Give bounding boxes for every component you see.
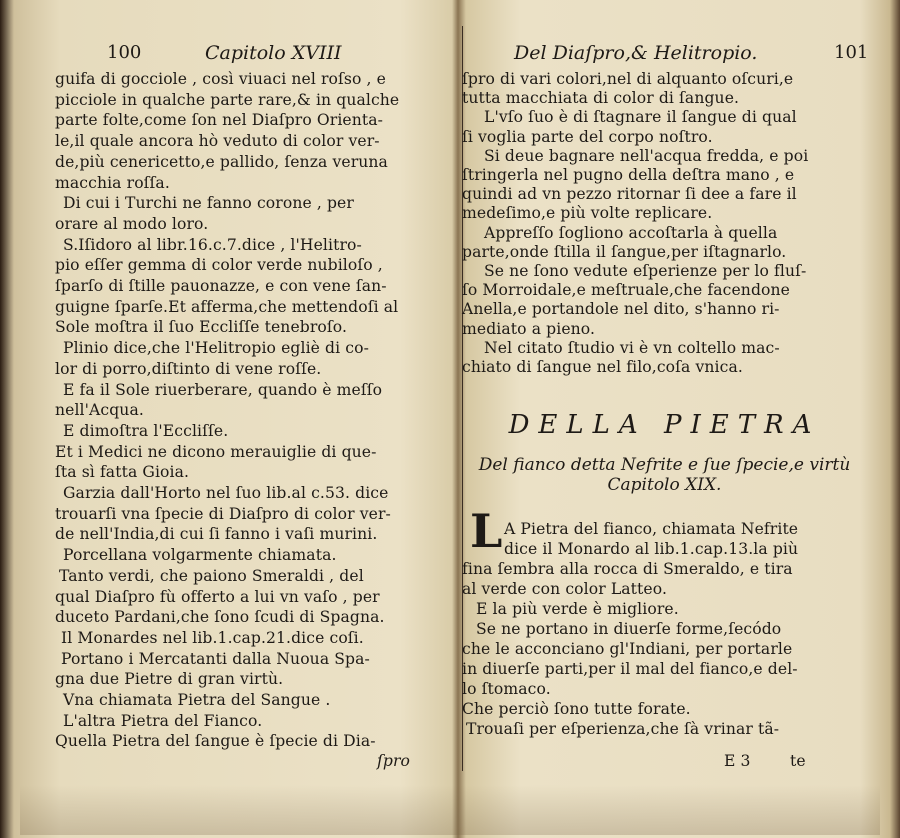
left-text-line: le,il quale ancora hò veduto di color ver- bbox=[55, 132, 380, 151]
left-text-line: ſta sì fatta Gioia. bbox=[55, 463, 190, 482]
left-text-line: Plinio dice,che l'Helitropio egliè di co- bbox=[63, 339, 369, 358]
right-top-text-line: Anella,e portandole nel dito, s'hanno ri- bbox=[462, 300, 780, 319]
right-top-text-line: L'vſo ſuo è di ſtagnare il ſangue di qual bbox=[484, 108, 797, 127]
left-text-line: ſparſo di ſtille pauonazze, e con vene ſan- bbox=[55, 277, 387, 295]
left-text-line: picciole in qualche parte rare,& in qualche bbox=[55, 90, 400, 109]
right-top-text-line: ſtringerla nel pugno della deſtra mano , e bbox=[462, 166, 795, 184]
left-text-line: qual Diaſpro fù offerto a lui vn vaſo , per bbox=[55, 587, 380, 606]
left-text-line: Sole moſtra il ſuo Eccliſſe tenebroſo. bbox=[55, 318, 348, 337]
right-page-number: 101 bbox=[834, 42, 869, 63]
right-bottom-text-line: che le acconciano gl'Indiani, per portarle bbox=[462, 640, 793, 658]
right-running-title: Del Diaſpro,& Helitropio. bbox=[514, 42, 758, 64]
right-running-head bbox=[462, 42, 867, 66]
right-top-text-line: mediato a pieno. bbox=[462, 319, 596, 338]
right-bottom-text-line: A Pietra del fianco, chiamata Nefrite bbox=[504, 520, 799, 538]
right-top-text-line: chiato di ſangue nel filo,coſa vnica. bbox=[462, 358, 743, 376]
left-text-line: L'altra Pietra del Fianco. bbox=[63, 711, 263, 730]
right-top-text-line: Se ne ſono vedute eſperienze per lo fluſ- bbox=[484, 262, 807, 280]
left-text-line: Garzia dall'Horto nel ſuo lib.al c.53. dice bbox=[63, 484, 389, 502]
left-text-line: Portano i Mercatanti dalla Nuoua Spa- bbox=[61, 649, 370, 668]
left-chapter-title: Capitolo XVIII bbox=[205, 42, 342, 64]
right-top-text-line: parte,onde ſtilla il ſangue,per iſtagnarlo. bbox=[462, 242, 787, 261]
right-top-text-line: medeſimo,e più volte replicare. bbox=[462, 204, 713, 223]
left-text-line: E dimoſtra l'Eccliſſe. bbox=[63, 421, 229, 440]
right-top-text-line: ſpro di vari colori,nel di alquanto oſcuri,e bbox=[462, 70, 794, 88]
left-text-line: parte folte,come ſon nel Diaſpro Orienta- bbox=[55, 111, 384, 130]
right-bottom-text-line: lo ſtomaco. bbox=[462, 680, 551, 698]
right-bottom-text-line: Che perciò ſono tutte forate. bbox=[462, 700, 691, 718]
chapter-label: Capitolo XIX. bbox=[607, 475, 722, 495]
left-catchword: ſpro bbox=[377, 752, 410, 770]
left-text-line: E fa il Sole riuerberare, quando è meſſo bbox=[63, 380, 383, 399]
right-top-text-line: quindi ad vn pezzo ritornar ſi dee a fare il bbox=[462, 185, 797, 204]
section-subtitle: Del fianco detta Nefrite e ſue ſpecie,e virtù bbox=[478, 455, 851, 475]
left-text-line: macchia roſſa. bbox=[55, 173, 170, 192]
right-top-text-line: Si deue bagnare nell'acqua fredda, e poi bbox=[484, 146, 809, 165]
right-top-text-line: ſi voglia parte del corpo noſtro. bbox=[462, 127, 713, 146]
left-text-line: S.Iſidoro al libr.16.c.7.dice , l'Helitro- bbox=[63, 235, 362, 254]
left-text-line: gna due Pietre di gran virtù. bbox=[55, 670, 284, 689]
signature-mark: E 3 bbox=[724, 752, 751, 770]
drop-cap: L bbox=[470, 504, 503, 558]
left-page-number: 100 bbox=[107, 42, 142, 63]
right-bottom-text-line: in diuerſe parti,per il mal del fianco,e del- bbox=[462, 660, 798, 678]
left-text-line: nell'Acqua. bbox=[55, 401, 144, 420]
left-text-line: Et i Medici ne dicono merauiglie di que- bbox=[55, 442, 377, 461]
left-text-line: lor di porro,diſtinto di vene roſſe. bbox=[55, 359, 322, 378]
right-bottom-text-line: al verde con color Latteo. bbox=[462, 580, 668, 598]
right-top-text-line: tutta macchiata di color di ſangue. bbox=[462, 89, 740, 108]
right-top-text-line: ſo Morroidale,e meſtruale,che facendone bbox=[462, 281, 790, 300]
left-text-line: orare al modo loro. bbox=[55, 214, 209, 233]
left-text-line: duceto Pardani,che ſono ſcudi di Spagna. bbox=[55, 608, 385, 627]
right-catchword: te bbox=[790, 752, 806, 770]
page-shadow bbox=[20, 785, 880, 835]
right-bottom-text-line: Se ne portano in diuerſe forme,ſecódo bbox=[476, 620, 782, 638]
right-bottom-text-line: dice il Monardo al lib.1.cap.13.la più bbox=[504, 540, 799, 558]
right-bottom-text-line: E la più verde è migliore. bbox=[476, 600, 679, 618]
left-text-line: Vna chiamata Pietra del Sangue . bbox=[63, 691, 331, 709]
left-text-line: guigne ſparſe.Et afferma,che mettendoſi al bbox=[55, 297, 399, 316]
left-text-line: de,più cenericetto,e pallido, ſenza veruna bbox=[55, 152, 388, 171]
left-text-line: de nell'India,di cui ſi fanno i vaſi murini. bbox=[55, 525, 378, 544]
right-bottom-text-line: fina ſembra alla rocca di Smeraldo, e tira bbox=[462, 560, 793, 578]
right-top-text-line: Nel citato ſtudio vi è vn coltello mac- bbox=[484, 338, 780, 357]
right-top-text-line: Appreſſo ſogliono accoſtarla à quella bbox=[484, 223, 778, 242]
left-text-line: Il Monardes nel lib.1.cap.21.dice coſi. bbox=[61, 628, 364, 647]
left-running-head bbox=[55, 42, 450, 66]
left-text-line: Quella Pietra del ſangue è ſpecie di Dia- bbox=[55, 732, 376, 751]
left-text-line: Di cui i Turchi ne fanno corone , per bbox=[63, 194, 354, 213]
left-text-line: Tanto verdi, che paiono Smeraldi , del bbox=[59, 566, 364, 585]
left-text-line: guifa di gocciole , così viuaci nel roſso , e bbox=[55, 70, 386, 88]
left-text-line: trouarſi vna ſpecie di Diaſpro di color ver- bbox=[55, 504, 391, 523]
left-text-line: Porcellana volgarmente chiamata. bbox=[63, 546, 337, 565]
left-text-line: pio eſſer gemma di color verde nubiloſo , bbox=[55, 256, 383, 275]
right-bottom-text-line: Trouaſi per eſperienza,che ſà vrinar tã- bbox=[466, 720, 780, 738]
section-heading: DELLA PIETRA bbox=[508, 410, 821, 440]
